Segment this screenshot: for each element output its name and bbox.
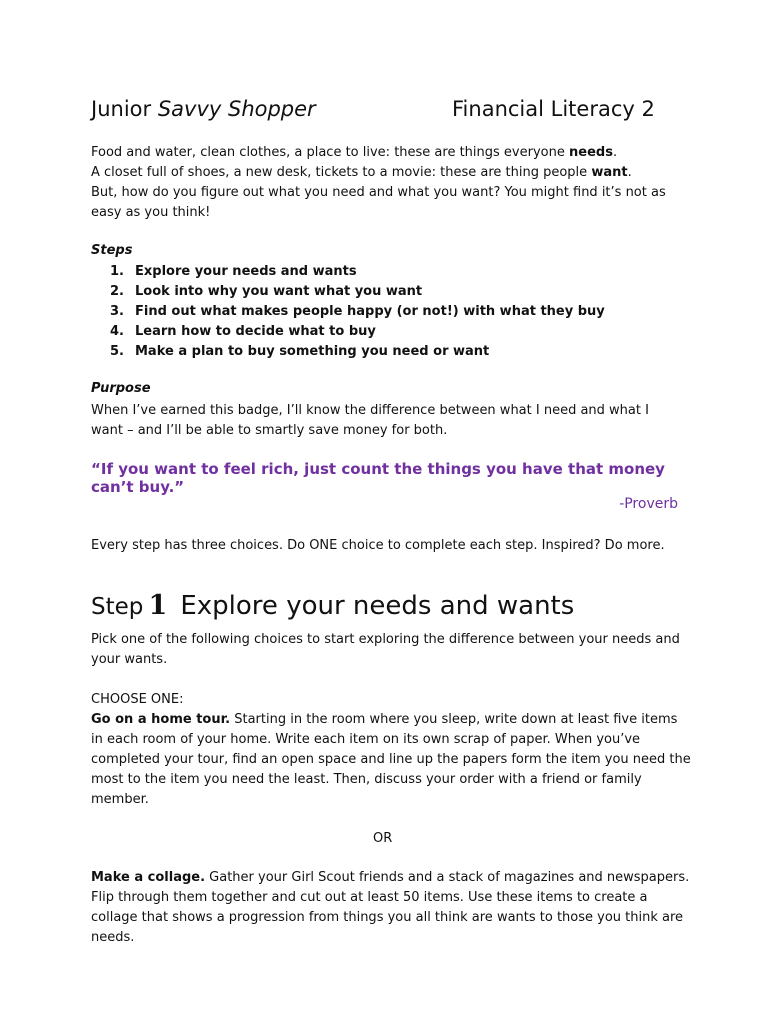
- page-title: [91, 97, 316, 121]
- list-number: 4.: [110, 324, 124, 339]
- or-separator: OR: [373, 831, 393, 846]
- intro-line-2-end: .: [627, 165, 632, 180]
- purpose-label: Purpose: [91, 381, 151, 396]
- home-tour-title: Go on a home tour.: [91, 712, 231, 727]
- step-number: 1: [148, 590, 168, 621]
- needs-bold: needs: [569, 145, 613, 160]
- choices-note: Every step has three choices. Do ONE choice to complete each step. Inspired? Do more.: [91, 538, 665, 553]
- quote-text: “If you want to feel rich, just count the things you have that money can’t buy.”: [91, 460, 665, 496]
- intro-line-1: [91, 143, 691, 163]
- list-number: 5.: [110, 344, 124, 359]
- list-text: Look into why you want what you want: [135, 284, 423, 299]
- want-bold: want: [591, 165, 628, 180]
- list-text: Learn how to decide what to buy: [135, 324, 376, 339]
- list-item: [110, 302, 710, 322]
- home-tour-text: Starting in the room where you sleep, write down at least five items in each room of your home. Write each item on its own scrap of paper. When you’ve completed your tour, find an open space and line up the papers form the item you need the most to the item you need the least. Then, discuss your order with a friend or family member.: [91, 712, 691, 807]
- list-number: 2.: [110, 284, 124, 299]
- list-text: Explore your needs and wants: [135, 264, 357, 279]
- list-number: 3.: [110, 304, 124, 319]
- title-prefix: Junior: [91, 97, 152, 121]
- intro-paragraph: [91, 143, 691, 223]
- list-item: [110, 322, 710, 342]
- page-subtitle: Financial Literacy 2: [452, 97, 655, 121]
- intro-line-2-text: A closet full of shoes, a new desk, tickets to a movie: these are thing people: [91, 165, 588, 180]
- step-title: Explore your needs and wants: [180, 591, 575, 621]
- list-item: [110, 262, 710, 282]
- quote-attribution: -Proverb: [619, 496, 678, 512]
- list-text: Make a plan to buy something you need or want: [135, 344, 490, 359]
- purpose-text: When I’ve earned this badge, I’ll know the difference between what I need and what I want – and I’ll be able to smartly save money for both.: [91, 403, 649, 438]
- intro-line-1-text: Food and water, clean clothes, a place to live: these are things everyone: [91, 145, 565, 160]
- home-tour-choice: [91, 710, 691, 810]
- list-item: [110, 282, 710, 302]
- title-italic: Savvy Shopper: [157, 97, 316, 121]
- collage-title: Make a collage.: [91, 870, 206, 885]
- list-number: 1.: [110, 264, 124, 279]
- list-item: [110, 342, 710, 362]
- step-1-intro: Pick one of the following choices to start exploring the difference between your needs and your wants.: [91, 632, 680, 667]
- collage-text: Gather your Girl Scout friends and a stack of magazines and newspapers. Flip through them together and cut out at least 50 items. Use these items to create a collage that shows a progression from things you all think are wants to those you think are needs.: [91, 870, 690, 945]
- intro-line-2: [91, 163, 691, 183]
- title-row: [91, 97, 691, 127]
- collage-choice: [91, 868, 691, 948]
- steps-list: [110, 262, 710, 362]
- step-word: Step: [91, 594, 144, 620]
- intro-line-3: But, how do you figure out what you need and what you want? You might find it’s not as easy as you think!: [91, 185, 666, 220]
- step-1-heading: [91, 590, 711, 630]
- list-text: Find out what makes people happy (or not!) with what they buy: [135, 304, 605, 319]
- steps-label: Steps: [91, 243, 133, 258]
- intro-line-1-end: .: [612, 145, 618, 160]
- choose-one-label: CHOOSE ONE:: [91, 692, 184, 707]
